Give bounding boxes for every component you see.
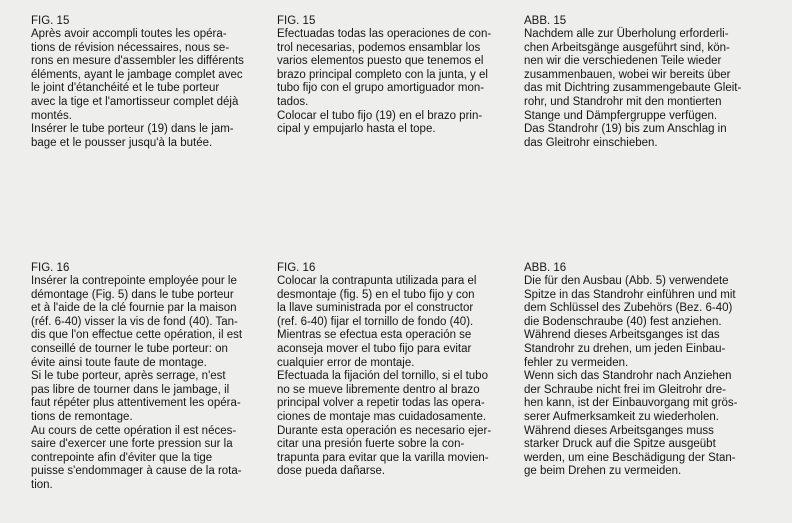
figure-label: FIG. 16 (31, 262, 70, 274)
paragraph: Si le tube porteur, après serrage, n'est pas libre de tourner dans le jambage, il faut répéter plus attentivement les opéra- tions de remontage. (31, 370, 241, 423)
paragraph: Après avoir accompli toutes les opéra- tions de révision nécessaires, nous se- rons en mesure d'assembler les différents éléments, ayant le jambage complet avec le joint d'étanchéité et le tube porteur avec la tige et l'amortisseur complet déjà montés. (31, 28, 244, 122)
section-abb15-german (524, 15, 757, 150)
paragraph: Efectuada la fijación del tornillo, si el tubo no se mueve libremente dentro al brazo principal volver a repetir todas las opera- ciones de montaje mas cuidadosamente. (277, 370, 488, 423)
section-abb16-german (524, 262, 757, 479)
paragraph: Insérer le tube porteur (19) dans le jam- bage et le pousser jusqu'à la butée. (31, 123, 234, 149)
paragraph: Au cours de cette opération il est néces- saire d'exercer une forte pression sur la contrepointe afin d'éviter que la tige puisse s'endommager à cause de la rota- tion. (31, 424, 242, 491)
paragraph: Insérer la contrepointe employée pour le démontage (Fig. 5) dans le tube porteur et à l'aide de la clé fournie par la maison (réf. 6-40) visser la vis de fond (40). Tan- dis que l'on effectue cette opération, il est conseillé de tourner le tube porteur: on évite ainsi toute faute de montage. (31, 275, 243, 369)
paragraph: Die für den Ausbau (Abb. 5) verwendete Spitze in das Standrohr einführen und mit dem Schlüssel des Zubehörs (Bez. 6-40) die Bodenschraube (40) fest anziehen. Während dieses Arbeitsganges ist das Standrohr zu drehen, um jeden Einbau- fehler zu vermeiden. (524, 275, 736, 369)
section-fig16-spanish (277, 262, 499, 479)
paragraph: Colocar el tubo fijo (19) en el brazo prin- cipal y empujarlo hasta el tope. (277, 109, 483, 136)
paragraph: Während dieses Arbeitsganges muss starker Druck auf die Spitze ausgeübt werden, um eine Beschädigung der Stan- ge beim Drehen zu vermeiden. (524, 424, 736, 478)
figure-label: ABB. 16 (524, 262, 567, 274)
section-fig16-french (31, 262, 263, 493)
figure-label: FIG. 16 (277, 262, 316, 274)
section-fig15-spanish (277, 15, 499, 137)
paragraph: Wenn sich das Standrohr nach Anziehen der Schraube nicht frei im Gleitrohr dre- hen kann, ist der Einbauvorgang mit grös- serer Aufmerksamkeit zu wiederholen. (524, 370, 738, 423)
paragraph: Das Standrohr (19) bis zum Anschlag in das Gleitrohr einschieben. (524, 123, 727, 149)
paragraph: Nachdem alle zur Überholung erforderli- chen Arbeitsgänge ausgeführt sind, kön- nen wir die verschiedenen Teile wieder zusammenbauen, wobei wir bereits über das mit Dichtring zusammengebaute Gleit- rohr, und Standrohr mit den montierten Stange und Dämpfergruppe verfügen. (524, 28, 742, 122)
paragraph: Colocar la contrapunta utilizada para el desmontaje (fig. 5) en el tubo fijo y con la llave suministrada por el constructor (ref. 6-40) fijar el tornillo de fondo (40). Mientras se efectua esta operación se aconseja mover el tubo fijo para evitar cualquier error de montaje. (277, 275, 477, 369)
figure-label: ABB. 15 (524, 15, 567, 27)
figure-label: FIG. 15 (277, 15, 316, 27)
paragraph: Durante esta operación es necesario ejer- citar una presión fuerte sobre la con- trapunta para evitar que la varilla movien- dose pueda dañarse. (277, 424, 492, 478)
paragraph: Efectuadas todas las operaciones de con- trol necesarias, podemos ensamblar los varios elementos puesto que tenemos el brazo principal completo con la junta, y el tubo fijo con el grupo amortiguador mon- tados. (277, 28, 492, 108)
section-fig15-french (31, 15, 263, 150)
figure-label: FIG. 15 (31, 15, 70, 27)
